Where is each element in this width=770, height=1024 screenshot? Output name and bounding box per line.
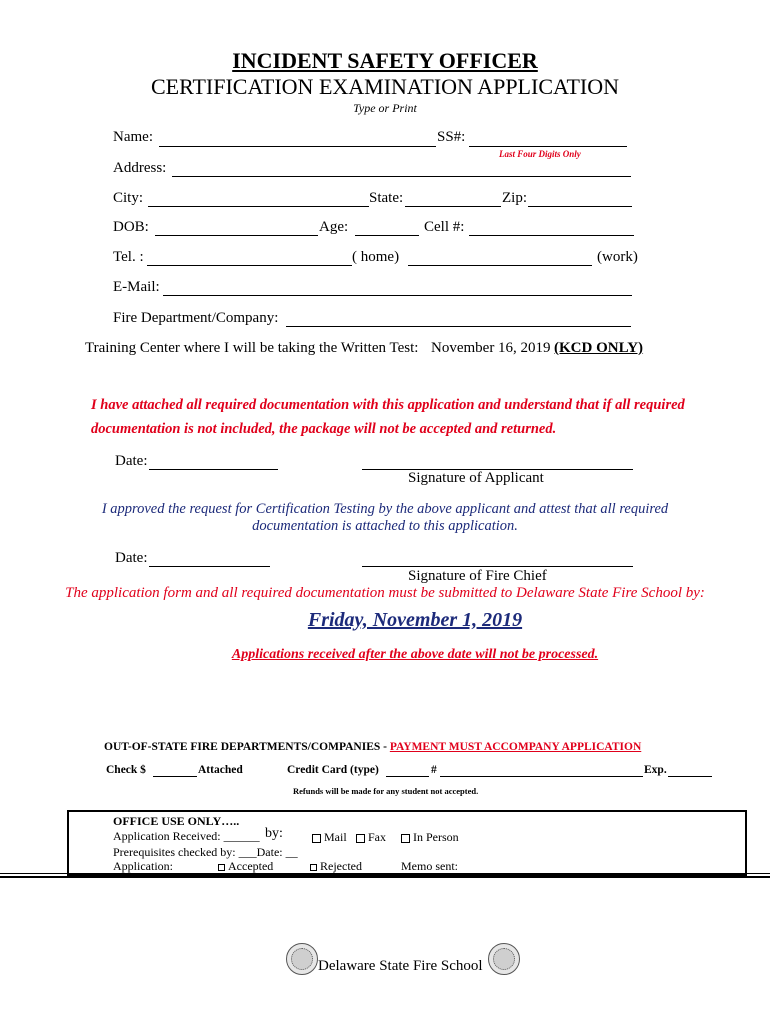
credit-card-type-field[interactable] bbox=[386, 776, 429, 777]
applicant-date-label: Date: bbox=[115, 453, 148, 469]
payment-heading-text: OUT-OF-STATE FIRE DEPARTMENTS/COMPANIES - bbox=[104, 741, 390, 753]
address-label: Address: bbox=[113, 160, 167, 176]
name-label: Name: bbox=[113, 129, 153, 145]
ss-field[interactable] bbox=[469, 146, 627, 147]
credit-card-label: Credit Card (type) bbox=[287, 764, 379, 776]
ss-label: SS#: bbox=[437, 129, 466, 145]
prerequisites-label: Prerequisites checked by: ___Date: __ bbox=[113, 845, 298, 859]
check-attached-label: Attached bbox=[198, 764, 243, 776]
chief-signature-label: Signature of Fire Chief bbox=[408, 568, 547, 584]
memo-sent-label: Memo sent: bbox=[401, 859, 458, 873]
fax-option-label: Fax bbox=[368, 830, 386, 844]
check-label: Check $ bbox=[106, 764, 146, 776]
age-label: Age: bbox=[319, 219, 349, 235]
received-by-label: by: bbox=[265, 826, 283, 841]
in-person-option[interactable] bbox=[401, 830, 459, 845]
dob-field[interactable] bbox=[155, 235, 318, 236]
training-location: (KCD ONLY) bbox=[554, 340, 644, 356]
late-notice: Applications received after the above date will not be processed. bbox=[231, 647, 599, 662]
email-field[interactable] bbox=[163, 295, 632, 296]
card-number-field[interactable] bbox=[440, 776, 643, 777]
rejected-checkbox[interactable] bbox=[310, 864, 317, 871]
chief-statement-line-2: documentation is attached to this application. bbox=[252, 518, 518, 534]
age-field[interactable] bbox=[355, 235, 419, 236]
payment-heading-red: PAYMENT MUST ACCOMPANY APPLICATION bbox=[389, 741, 642, 753]
check-amount-field[interactable] bbox=[153, 776, 197, 777]
accepted-checkbox[interactable] bbox=[218, 864, 225, 871]
dob-label: DOB: bbox=[113, 219, 149, 235]
city-label: City: bbox=[113, 190, 144, 206]
work-label: (work) bbox=[597, 249, 638, 265]
ss-note: Last Four Digits Only bbox=[499, 149, 581, 159]
refund-note: Refunds will be made for any student not accepted. bbox=[293, 786, 479, 796]
work-phone-field[interactable] bbox=[408, 265, 592, 266]
office-use-title: OFFICE USE ONLY….. bbox=[113, 814, 240, 828]
form-subtitle: CERTIFICATION EXAMINATION APPLICATION bbox=[150, 74, 619, 99]
submission-text: The application form and all required documentation must be submitted to Delaware State Fire School by: bbox=[65, 585, 705, 601]
address-field[interactable] bbox=[172, 176, 631, 177]
chief-signature-field[interactable] bbox=[362, 566, 633, 567]
accepted-option-label: Accepted bbox=[228, 859, 274, 873]
divider-line-top bbox=[0, 873, 770, 874]
attestation-line-1: I have attached all required documentation with this application and understand that if all required bbox=[91, 397, 685, 413]
fire-school-seal-left-icon bbox=[286, 943, 318, 975]
footer-org-name: Delaware State Fire School bbox=[318, 958, 483, 974]
chief-statement-line-1: I approved the request for Certification Testing by the above applicant and attest that all required bbox=[101, 501, 669, 517]
accepted-option[interactable] bbox=[218, 859, 273, 874]
applicant-signature-label: Signature of Applicant bbox=[408, 470, 544, 486]
divider-line-bottom bbox=[0, 876, 770, 878]
fax-option[interactable] bbox=[356, 830, 386, 845]
fire-dept-label: Fire Department/Company: bbox=[113, 310, 279, 326]
attestation-line-2: documentation is not included, the package will not be accepted and returned. bbox=[91, 421, 557, 437]
training-date: November 16, 2019 bbox=[431, 340, 551, 356]
cell-label: Cell #: bbox=[424, 219, 465, 235]
email-label: E-Mail: bbox=[113, 279, 160, 295]
in-person-option-label: In Person bbox=[413, 830, 459, 844]
application-status-label: Application: bbox=[113, 859, 173, 873]
payment-heading bbox=[104, 741, 641, 753]
type-or-print-note: Type or Print bbox=[353, 101, 417, 115]
home-phone-field[interactable] bbox=[147, 265, 352, 266]
zip-label: Zip: bbox=[502, 190, 527, 206]
expiry-label: Exp. bbox=[644, 764, 667, 776]
mail-option-label: Mail bbox=[324, 830, 347, 844]
zip-field[interactable] bbox=[528, 206, 632, 207]
fax-checkbox[interactable] bbox=[356, 834, 365, 843]
tel-label: Tel. : bbox=[113, 249, 144, 265]
fire-dept-field[interactable] bbox=[286, 326, 631, 327]
cell-field[interactable] bbox=[469, 235, 634, 236]
deadline-date: Friday, November 1, 2019 bbox=[307, 609, 523, 631]
chief-date-label: Date: bbox=[115, 550, 148, 566]
rejected-option[interactable] bbox=[310, 859, 362, 874]
applicant-date-field[interactable] bbox=[149, 469, 278, 470]
application-received-label: Application Received: ______ bbox=[113, 829, 260, 843]
in-person-checkbox[interactable] bbox=[401, 834, 410, 843]
chief-date-field[interactable] bbox=[149, 566, 270, 567]
rejected-option-label: Rejected bbox=[320, 859, 362, 873]
training-center-label: Training Center where I will be taking the Written Test: bbox=[85, 340, 419, 356]
mail-checkbox[interactable] bbox=[312, 834, 321, 843]
form-title: INCIDENT SAFETY OFFICER bbox=[232, 48, 538, 73]
mail-option[interactable] bbox=[312, 830, 347, 845]
name-field[interactable] bbox=[159, 146, 436, 147]
state-label: State: bbox=[369, 190, 404, 206]
city-field[interactable] bbox=[148, 206, 369, 207]
card-number-label: # bbox=[431, 764, 437, 776]
fire-school-seal-right-icon bbox=[488, 943, 520, 975]
state-field[interactable] bbox=[405, 206, 501, 207]
expiry-field[interactable] bbox=[668, 776, 712, 777]
home-label: ( home) bbox=[352, 249, 400, 265]
